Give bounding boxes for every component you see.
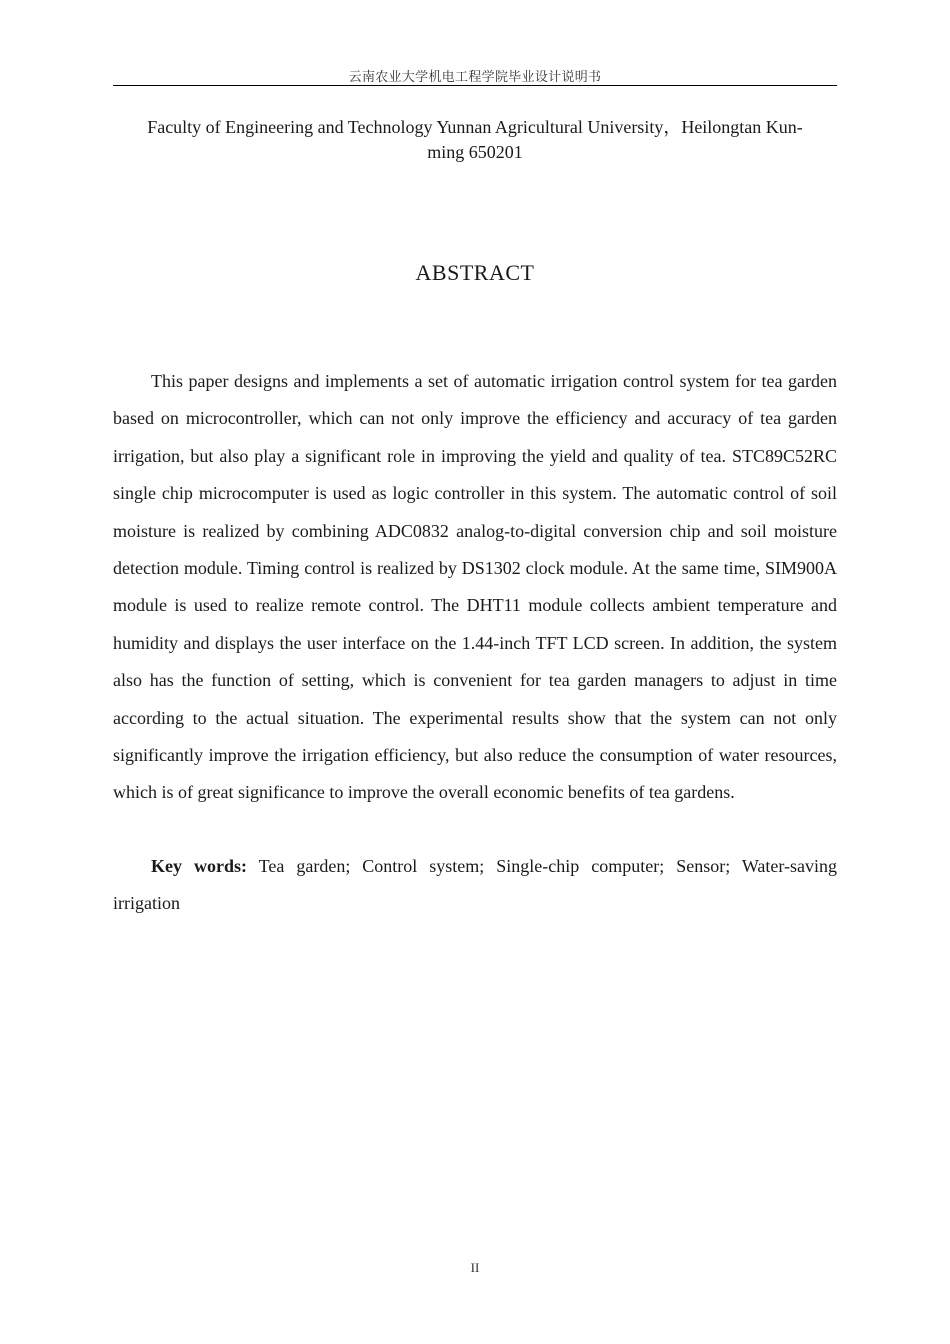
abstract-title: ABSTRACT xyxy=(415,260,535,285)
keywords-label: Key words: xyxy=(151,856,247,876)
keywords-paragraph xyxy=(113,848,837,923)
page-number: II xyxy=(470,1260,480,1275)
abstract-body: This paper designs and implements a set of automatic irrigation control system for tea garden based on microcontroller, which can not only improve the efficiency and accuracy of tea garden irrigation, but also play a significant role in improving the yield and quality of tea. STC89C52RC single chip microcomputer is used as logic controller in this system. The automatic control of soil moisture is realized by combining ADC0832 analog-to-digital conversion chip and soil moisture detection module. Timing control is realized by DS1302 clock module. At the same time, SIM900A module is used to realize remote control. The DHT11 module collects ambient temperature and humidity and displays the user interface on the 1.44-inch TFT LCD screen. In addition, the system also has the function of setting, which is convenient for tea garden managers to adjust in time according to the actual situation. The experimental results show that the system can not only significantly improve the irrigation efficiency, but also reduce the consumption of water resources, which is of great significance to improve the overall economic benefits of tea gardens. xyxy=(113,371,837,803)
affiliation-line-2: ming 650201 xyxy=(427,142,523,162)
author-affiliation xyxy=(113,115,837,165)
affiliation-line-1: Faculty of Engineering and Technology Yunnan Agricultural University，Heilongtan Kun- xyxy=(147,117,803,137)
keywords-text: Tea garden; Control system; Single-chip computer; Sensor; Water-saving irrigation xyxy=(113,856,838,914)
header-divider xyxy=(113,85,837,86)
running-header: 云南农业大学机电工程学院毕业设计说明书 xyxy=(348,70,602,85)
